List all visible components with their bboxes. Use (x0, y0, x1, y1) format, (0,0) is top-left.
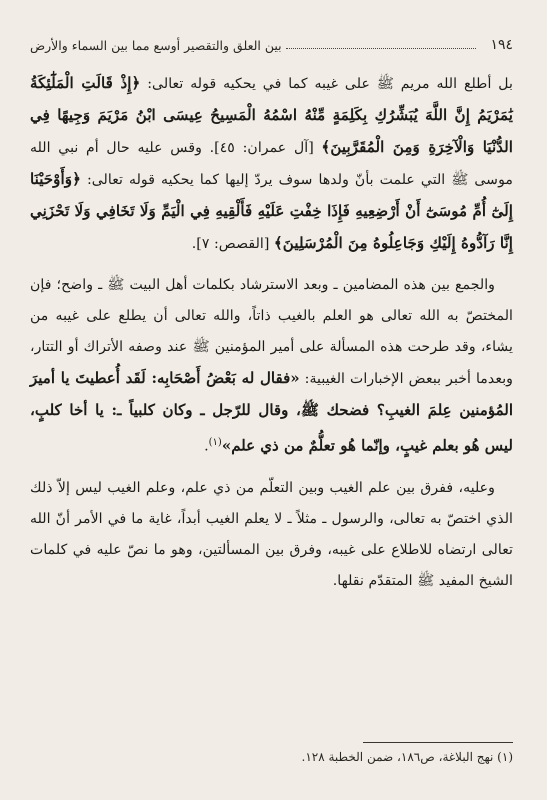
footnote: (١) نهج البلاغة، ص١٨٦، ضمن الخطبة ١٢٨. (301, 750, 513, 764)
text-run: بل أطلع الله مريم ﷺ على غيبه كما في يحكيه قوله تعالى: (140, 76, 513, 92)
header-dotted-leader (286, 48, 477, 49)
paragraph-2 (30, 270, 513, 463)
page-number: ١٩٤ (490, 37, 513, 53)
text-run: . (204, 438, 209, 455)
running-title: بين العلق والتقصير أوسع مما بين السماء والأرض (30, 37, 282, 53)
text-run: والجمع بين هذه المضامين ـ وبعد الاسترشاد بكلمات أهل البيت ﷺ ـ واضح؛ فإن المختصّ به الله تعالى هو العلم بالغيب ذاتاً، والله تعالى أن يطلع على غيبه من يشاء، وقد طرحت هذه المسألة على أمير المؤمنين ﷺ عند وصفه الأتراك أو التتار، وبعدما أخبر ببعض الإخبارات الغيبية: (30, 277, 513, 387)
paragraph-3: وعليه، ففرق بين علم الغيب وبين التعلّم من ذي علم، وعلم الغيب ليس إلاّ ذلك الذي اختصّ به تعالى، والرسول ـ مثلاً ـ لا يعلم الغيب أبداً، غاية ما في الأمر أنّ الله تعالى ارتضاه للاطلاع على غيبه، وفرق بين المسألتين، وهو ما نصّ عليه في كلمات الشيخ المفيد ﷺ المتقدّم نقلها. (30, 479, 513, 589)
footnote-divider (363, 742, 513, 743)
hadith-quote: «فقال له بَعْضُ أَصْحَابِه: لَقَد أُعطيتَ يا أميرَ المُؤمنين عِلمَ الغيبِ؟ فضحك ﷺ، وقال للرّجل ـ وكان كلبياً ـ: يا أخا كلبٍ، ليس هُو بعلم غيبٍ، وإنّما هُو تعلُّمٌ من ذي علم» (30, 369, 513, 455)
footnote-marker: (١) (208, 437, 222, 448)
text-run: [آل عمران: ٤٥]. وقس عليه حال أم نبي الله موسى ﷺ التي علمت بأنّ ولدها سوف يردّ إليها كما يحكيه قوله تعالى: (30, 140, 513, 188)
text-run: [القصص: ٧]. (191, 236, 274, 252)
quran-verse: ﴿إِذْ قَالَتِ الْمَلَٰٓئِكَةُ يَٰمَرْيَمُ إِنَّ اللَّهَ يُبَشِّرُكِ بِكَلِمَةٍ مِّنْهُ اسْمُهُ الْمَسِيحُ عِيسَى ابْنُ مَرْيَمَ وَجِيهًا فِي الدُّنْيَا وَالْآخِرَةِ وَمِنَ الْمُقَرَّبِينَ﴾ (30, 74, 513, 156)
running-header (30, 34, 513, 56)
paragraph-1 (30, 68, 513, 260)
quran-verse: ﴿وَأَوْحَيْنَا إِلَىٰٓ أُمِّ مُوسَىٰٓ أَنْ أَرْضِعِيهِ فَإِذَا خِفْتِ عَلَيْهِ فَأَلْقِيهِ فِي الْيَمِّ وَلَا تَخَافِي وَلَا تَحْزَنِي إِنَّا رَآدُّوهُ إِلَيْكِ وَجَاعِلُوهُ مِنَ الْمُرْسَلِينَ﴾ (30, 170, 513, 252)
page-body (30, 68, 513, 597)
